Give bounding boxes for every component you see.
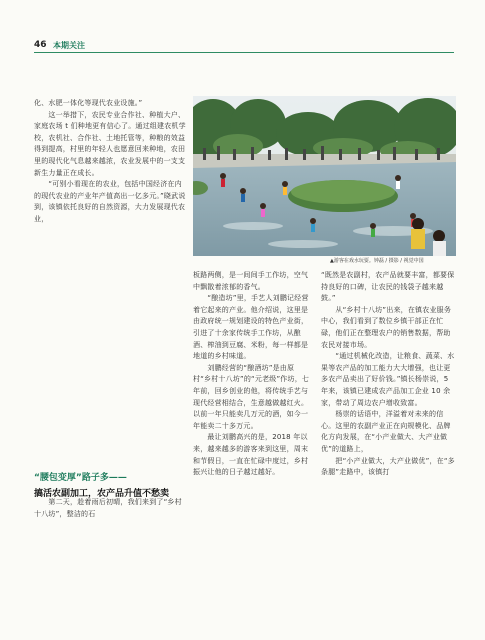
paragraph: “可别小看现在的农业，包括中国经济在内的现代农业的产业年产值高出一亿多元。”晓武说到，该镇依托良好的自然资源，大力发展现代农业，	[34, 180, 186, 223]
paragraph: 板路两侧，是一间间手工作坊，空气中飘散着浓郁的香气。	[193, 271, 309, 291]
column-3	[321, 270, 456, 479]
paragraph: “通过机械化改造，让粮食、蔬菜、水果等农产品的加工能力大大增强，也让更多农产品卖出了好价钱。”镇长杨崇说，5 年来，该镇已建成农产品加工企业 10 余家，带动了周边农户增收致富。	[321, 352, 455, 407]
column-1-top	[34, 98, 186, 226]
paragraph: “酿造坊”里，手艺人刘鹏记经营着它起来的产业。他介绍说，这里是由政府统一规划建设的特色产业街，引进了十余家传统手工作坊，从酿酒、榨油到豆腐、米粉，每一样都是地道的乡村味道。	[193, 294, 309, 361]
section-heading	[34, 470, 186, 499]
column-1-bottom	[34, 497, 186, 520]
feature-photo	[193, 96, 456, 256]
column-2	[193, 270, 311, 479]
paragraph: 从“乡村十八坊”出来，在镇农业服务中心，我们看到了数位乡镇干部正在忙碌，他们正在整理农户的销售数据，帮助农民对接市场。	[321, 305, 452, 349]
page-number: 46	[34, 40, 47, 50]
header-divider	[34, 52, 454, 53]
paragraph: 这一举措下，农民专业合作社、种植大户、家庭农场 t 们种地更有信心了。通过组建农机学校，农机社、合作社、土地托管等，种粮的效益得到提高，村里的年轻人也愿意回来种地，农田里的现代化气息越来越浓，农业发展中的一支支新生力量正在成长。	[34, 110, 186, 177]
paragraph: 杨崇的话语中，洋溢着对未来的信心。这里的农副产业正在向规模化、品牌化方向发展，在“小产业做大、大产业做优”的道路上，	[321, 410, 451, 453]
section-heading-kicker: “腰包变厚”路子多——	[34, 473, 127, 483]
paragraph: 第二天，趁着雨后初晴，我们来到了“乡村十八坊”，整洁的石	[34, 498, 182, 518]
pool-scene-illustration	[193, 96, 456, 256]
paragraph: 刘鹏经营的“酿酒坊”是由原村“乡村十八坊”的“元老级”作坊，七年前，回乡创业的他，将传统手艺与现代经营相结合，生意越做越红火。以前一年只能卖几万元的酒，如今一年能卖二十多万元。	[193, 363, 310, 430]
section-heading-title: 搞活农副加工，农产品升值不愁卖	[34, 489, 170, 499]
photo-caption: ▲游客在戏水玩耍。钟磊 / 摄影 / 视觉中国	[330, 258, 424, 264]
paragraph: 把“小产业做大，大产业做优”，在“多条腿”走路中，该镇打	[321, 456, 455, 477]
section-label: 本期关注	[53, 41, 85, 50]
paragraph: 最让刘鹏高兴的是，2018 年以来，越来越多的游客来到这里，周末和节假日，一直在忙碌中度过，乡村振兴让他的日子越过越好。	[193, 433, 309, 477]
paragraph: “既然是农副村，农产品就要丰富，都要保持良好的口碑，让农民的钱袋子越来越鼓。”	[321, 271, 455, 303]
paragraph: 化、水肥一体化等现代农业设施。”	[34, 99, 143, 107]
page-header	[0, 0, 485, 58]
